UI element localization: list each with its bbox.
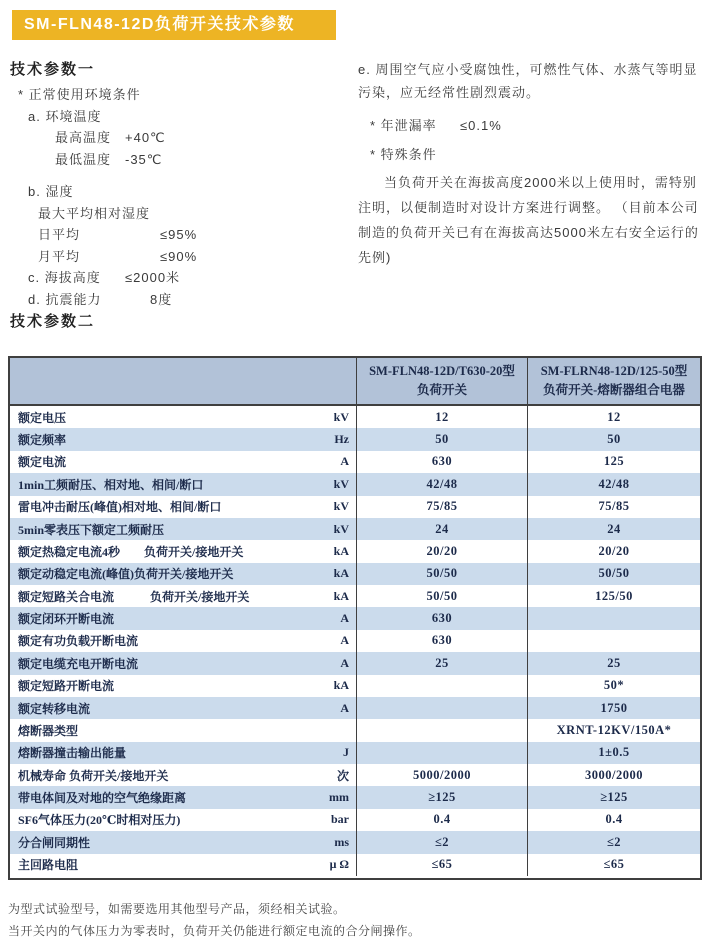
- param-name: 额定短路关合电流 负荷开关/接地开关: [18, 589, 250, 604]
- min-temp-value: -35℃: [125, 151, 163, 167]
- value-product-2: 50*: [603, 678, 625, 693]
- max-temp-line: [10, 127, 352, 149]
- value-product-2: ≤65: [603, 857, 625, 872]
- table-row: [10, 518, 700, 540]
- param-unit: 次: [313, 764, 357, 786]
- value-product-1: 630: [357, 630, 528, 652]
- product-2-model: SM-FLRN48-12D/125-50型: [540, 363, 688, 378]
- param-name: 额定电缆充电开断电流: [18, 656, 139, 671]
- param-name: 额定转移电流: [18, 701, 91, 716]
- param-name: 雷电冲击耐压(峰值)相对地、相间/断口: [18, 500, 222, 515]
- param-unit: [313, 719, 357, 741]
- table-row: [10, 675, 700, 697]
- value-product-2: 75/85: [598, 499, 630, 514]
- table-row: [10, 831, 700, 853]
- value-product-1: [357, 697, 528, 719]
- value-product-1: 20/20: [357, 540, 528, 562]
- min-temp-label: 最低温度: [55, 151, 112, 167]
- leak-rate-line: [358, 114, 706, 137]
- footnote-2: 当开关内的气体压力为零表时，负荷开关仍能进行额定电流的合分闸操作。: [8, 924, 421, 938]
- header-product-2: [528, 358, 700, 404]
- table-row: [10, 786, 700, 808]
- param-name: 熔断器类型: [18, 723, 79, 738]
- header-product-1: [357, 358, 528, 404]
- header-empty-cell: [10, 358, 357, 404]
- value-product-1: [357, 742, 528, 764]
- param-name: 额定闭环开断电流: [18, 612, 115, 627]
- value-product-2: 20/20: [598, 543, 630, 558]
- table-row: [10, 585, 700, 607]
- min-temp-line: [10, 149, 352, 171]
- value-product-1: 25: [357, 652, 528, 674]
- value-product-2: 125: [603, 454, 625, 469]
- item-seismic-line: [10, 289, 352, 311]
- param-unit: kA: [313, 585, 357, 607]
- table-row: [10, 563, 700, 585]
- table-row: [10, 473, 700, 495]
- leak-rate-value: ≤0.1%: [460, 118, 502, 133]
- param-unit: kV: [313, 518, 357, 540]
- value-product-2: 12: [607, 409, 621, 424]
- param-unit: A: [313, 697, 357, 719]
- param-name: 1min工频耐压、相对地、相间/断口: [18, 477, 204, 492]
- value-product-1: 12: [357, 406, 528, 428]
- param-unit: A: [313, 630, 357, 652]
- value-product-1: 50: [357, 428, 528, 450]
- value-product-1: ≤2: [357, 831, 528, 853]
- param-unit: kA: [313, 540, 357, 562]
- value-product-1: 630: [357, 607, 528, 629]
- daily-average-line: [10, 224, 352, 246]
- value-product-2: ≤2: [606, 834, 622, 849]
- table-row: [10, 451, 700, 473]
- value-product-2: 42/48: [598, 476, 630, 491]
- value-product-1: 5000/2000: [357, 764, 528, 786]
- footnote-1: 为型式试验型号，如需要选用其他型号产品，须经相关试验。: [8, 902, 346, 916]
- altitude-value: ≤2000米: [125, 270, 181, 285]
- table-body: [10, 406, 700, 876]
- value-product-1: 50/50: [357, 585, 528, 607]
- altitude-label: c. 海拔高度: [28, 270, 101, 285]
- section-heading-2: 技术参数二: [10, 313, 96, 330]
- param-unit: A: [313, 652, 357, 674]
- param-name: 额定短路开断电流: [18, 679, 115, 694]
- table-row: [10, 809, 700, 831]
- value-product-1: 42/48: [357, 473, 528, 495]
- monthly-average-value: ≤90%: [160, 248, 198, 264]
- page-title: SM-FLN48-12D负荷开关技术参数: [24, 16, 295, 33]
- param-unit: kV: [313, 406, 357, 428]
- value-product-1: 50/50: [357, 563, 528, 585]
- param-unit: J: [313, 742, 357, 764]
- right-column: [358, 58, 706, 270]
- value-product-2: XRNT-12KV/150A*: [556, 722, 672, 737]
- max-temp-label: 最高温度: [55, 130, 112, 145]
- param-name: 额定电压: [18, 410, 67, 425]
- paragraph-special-conditions: 当负荷开关在海拔高度2000米以上使用时，需特别注明，以便制造时对设计方案进行调整。 （目前本公司制造的负荷开关已有在海拔高达5000米左右安全运行的先例): [358, 175, 699, 265]
- param-name: 带电体间及对地的空气绝缘距离: [18, 791, 187, 806]
- table-row: [10, 652, 700, 674]
- max-temp-value: +40℃: [125, 130, 166, 145]
- monthly-average-line: [10, 246, 352, 268]
- value-product-1: [357, 675, 528, 697]
- table-row: [10, 496, 700, 518]
- param-unit: μ Ω: [313, 854, 357, 876]
- param-name: 额定频率: [18, 433, 67, 448]
- product-1-type: 负荷开关: [416, 383, 467, 397]
- value-product-1: 24: [357, 518, 528, 540]
- value-product-2: 1750: [600, 700, 628, 715]
- seismic-value: 8度: [150, 291, 173, 307]
- param-name: 额定电流: [18, 455, 67, 470]
- param-unit: kV: [313, 496, 357, 518]
- table-row: [10, 764, 700, 786]
- value-product-2: 50: [607, 432, 621, 447]
- param-unit: kA: [313, 563, 357, 585]
- item-humidity: b. 湿度: [28, 184, 74, 199]
- humidity-subtitle: 最大平均相对湿度: [38, 205, 151, 221]
- param-unit: bar: [313, 809, 357, 831]
- footnotes: [8, 898, 708, 942]
- paragraph-air-conditions: e. 周围空气应小受腐蚀性，可燃性气体、水蒸气等明显污染，应无经常性剧烈震动。: [358, 62, 698, 100]
- table-row: [10, 854, 700, 876]
- product-1-model: SM-FLN48-12D/T630-20型: [369, 363, 515, 378]
- param-unit: kV: [313, 473, 357, 495]
- param-unit: A: [313, 607, 357, 629]
- value-product-2: 3000/2000: [585, 767, 643, 782]
- item-ambient-temperature: a. 环境温度: [28, 108, 102, 124]
- value-product-2: 24: [607, 521, 621, 536]
- daily-average-value: ≤95%: [160, 227, 198, 242]
- title-banner: [12, 10, 336, 40]
- param-name: SF6气体压力(20℃时相对压力): [18, 813, 181, 828]
- value-product-2: 1±0.5: [598, 745, 630, 760]
- value-product-1: 75/85: [357, 496, 528, 518]
- special-conditions-label: * 特殊条件: [370, 147, 437, 162]
- parameters-table: [8, 356, 702, 880]
- table-row: [10, 540, 700, 562]
- value-product-1: 630: [357, 451, 528, 473]
- value-product-1: ≥125: [357, 786, 528, 808]
- value-product-2: 50/50: [598, 566, 630, 581]
- value-product-2: ≥125: [600, 790, 628, 805]
- seismic-label: d. 抗震能力: [28, 291, 102, 307]
- value-product-1: ≤65: [357, 854, 528, 876]
- param-name: 机械寿命 负荷开关/接地开关: [18, 768, 169, 783]
- param-unit: ms: [313, 831, 357, 853]
- param-unit: mm: [313, 786, 357, 808]
- item-altitude-line: [10, 267, 352, 289]
- monthly-average-label: 月平均: [38, 248, 81, 264]
- env-conditions-title: * 正常使用环境条件: [18, 87, 141, 102]
- table-row: [10, 697, 700, 719]
- param-unit: Hz: [313, 428, 357, 450]
- param-name: 主回路电阻: [18, 858, 79, 873]
- table-row: [10, 719, 700, 741]
- daily-average-label: 日平均: [38, 227, 81, 242]
- param-unit: A: [313, 451, 357, 473]
- leak-rate-label: * 年泄漏率: [370, 118, 437, 133]
- table-row: [10, 428, 700, 450]
- table-header-row: [10, 358, 700, 406]
- param-name: 额定有功负载开断电流: [18, 634, 139, 649]
- param-name: 熔断器撞击输出能量: [18, 746, 127, 761]
- value-product-1: 0.4: [357, 809, 528, 831]
- param-name: 5min零表压下额定工频耐压: [18, 522, 165, 537]
- value-product-2: 25: [607, 655, 621, 670]
- param-name: 额定热稳定电流4秒 负荷开关/接地开关: [18, 544, 244, 559]
- table-row: [10, 607, 700, 629]
- section-heading-1: 技术参数一: [10, 61, 96, 78]
- value-product-2: 0.4: [605, 812, 623, 827]
- param-name: 额定动稳定电流(峰值)负荷开关/接地开关: [18, 567, 234, 582]
- table-row: [10, 406, 700, 428]
- param-unit: kA: [313, 675, 357, 697]
- param-name: 分合闸同期性: [18, 835, 91, 850]
- value-product-1: [357, 719, 528, 741]
- table-row: [10, 742, 700, 764]
- left-column: [10, 58, 352, 331]
- table-row: [10, 630, 700, 652]
- value-product-2: 125/50: [595, 588, 633, 603]
- product-2-type: 负荷开关-熔断器组合电器: [543, 383, 685, 397]
